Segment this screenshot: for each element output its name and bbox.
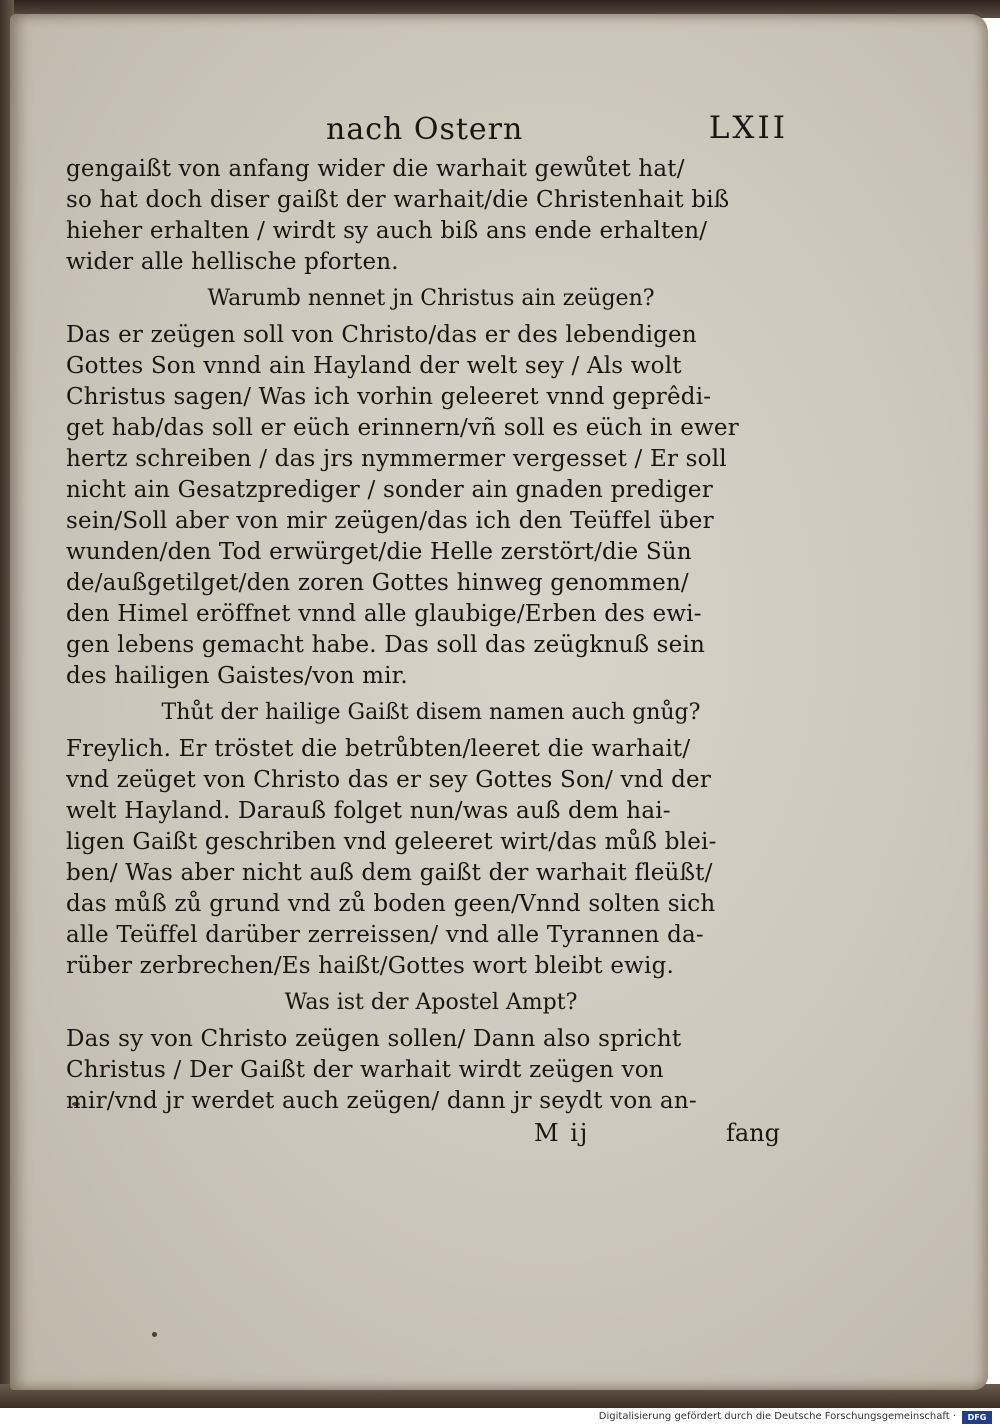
text-line: des hailigen Gaistes/von mir.	[66, 663, 408, 689]
text-line: Das sy von Christo zeügen sollen/ Dann also spricht	[66, 1026, 682, 1052]
page-text	[66, 108, 796, 1155]
text-line: Christus sagen/ Was ich vorhin geleeret vnnd geprêdi-	[66, 384, 712, 410]
text-line: welt Hayland. Darauß folget nun/was auß dem hai-	[66, 798, 671, 824]
funding-credit: Digitalisierung gefördert durch die Deutsche Forschungsgemeinschaft ·	[598, 1411, 956, 1422]
digitization-footer	[0, 1408, 1000, 1428]
section-question-heading: Warumb nennet jn Christus ain zeügen?	[207, 286, 655, 311]
text-line: rüber zerbrechen/Es haißt/Gottes wort bleibt ewig.	[66, 953, 675, 979]
ink-speck	[152, 1332, 157, 1337]
folio-number: LXII	[708, 110, 788, 146]
text-line: get hab/das soll er eüch erinnern/vñ soll es eüch in ewer	[66, 415, 739, 441]
text-line: Gottes Son vnnd ain Hayland der welt sey / Als wolt	[66, 353, 682, 379]
body-text	[66, 154, 796, 1117]
catchword: fang	[725, 1119, 780, 1147]
text-line: den Himel eröffnet vnnd alle glaubige/Erben des ewi-	[66, 601, 702, 627]
text-line: ligen Gaißt geschriben vnd geleeret wirt/das můß blei-	[66, 829, 717, 855]
text-line: mir/vnd jr werdet auch zeügen/ dann jr seydt von an-	[66, 1088, 697, 1114]
text-line: vnd zeüget von Christo das er sey Gottes Son/ vnd der	[66, 767, 712, 793]
section-question-heading: Was ist der Apostel Ampt?	[284, 990, 578, 1015]
text-line: das můß zů grund vnd zů boden geen/Vnnd solten sich	[66, 891, 716, 917]
text-line: gengaißt von anfang wider die warhait gewůtet hat/	[66, 156, 685, 182]
text-line: wider alle hellische pforten.	[66, 249, 399, 275]
running-title: nach Ostern	[326, 112, 524, 147]
text-line: so hat doch diser gaißt der warhait/die Christenhait biß	[66, 187, 730, 213]
text-line: wunden/den Tod erwürget/die Helle zerstört/die Sün	[66, 539, 692, 565]
text-line: hertz schreiben / das jrs nymmermer vergesset / Er soll	[66, 446, 727, 472]
section-question-heading: Thůt der hailige Gaißt disem namen auch gnůg?	[161, 700, 701, 725]
text-line: alle Teüffel darüber zerreissen/ vnd alle Tyrannen da-	[66, 922, 704, 948]
text-line: hieher erhalten / wirdt sy auch biß ans ende erhalten/	[66, 218, 708, 244]
signature-mark: M ij	[534, 1119, 590, 1147]
page-header	[66, 108, 796, 154]
text-line: gen lebens gemacht habe. Das soll das zeügknuß sein	[66, 632, 706, 658]
text-line: Freylich. Er tröstet die betrůbten/leeret die warhait/	[66, 736, 691, 762]
catchword-line	[66, 1119, 796, 1155]
text-line: ben/ Was aber nicht auß dem gaißt der warhait fleüßt/	[66, 860, 713, 886]
text-line: Das er zeügen soll von Christo/das er des lebendigen	[66, 322, 697, 348]
dfg-logo: DFG	[962, 1411, 992, 1424]
text-line: sein/Soll aber von mir zeügen/das ich den Teüffel über	[66, 508, 714, 534]
text-line: nicht ain Gesatzprediger / sonder ain gnaden prediger	[66, 477, 713, 503]
text-line: Christus / Der Gaißt der warhait wirdt zeügen von	[66, 1057, 664, 1083]
text-line: de/außgetilget/den zoren Gottes hinweg genommen/	[66, 570, 689, 596]
